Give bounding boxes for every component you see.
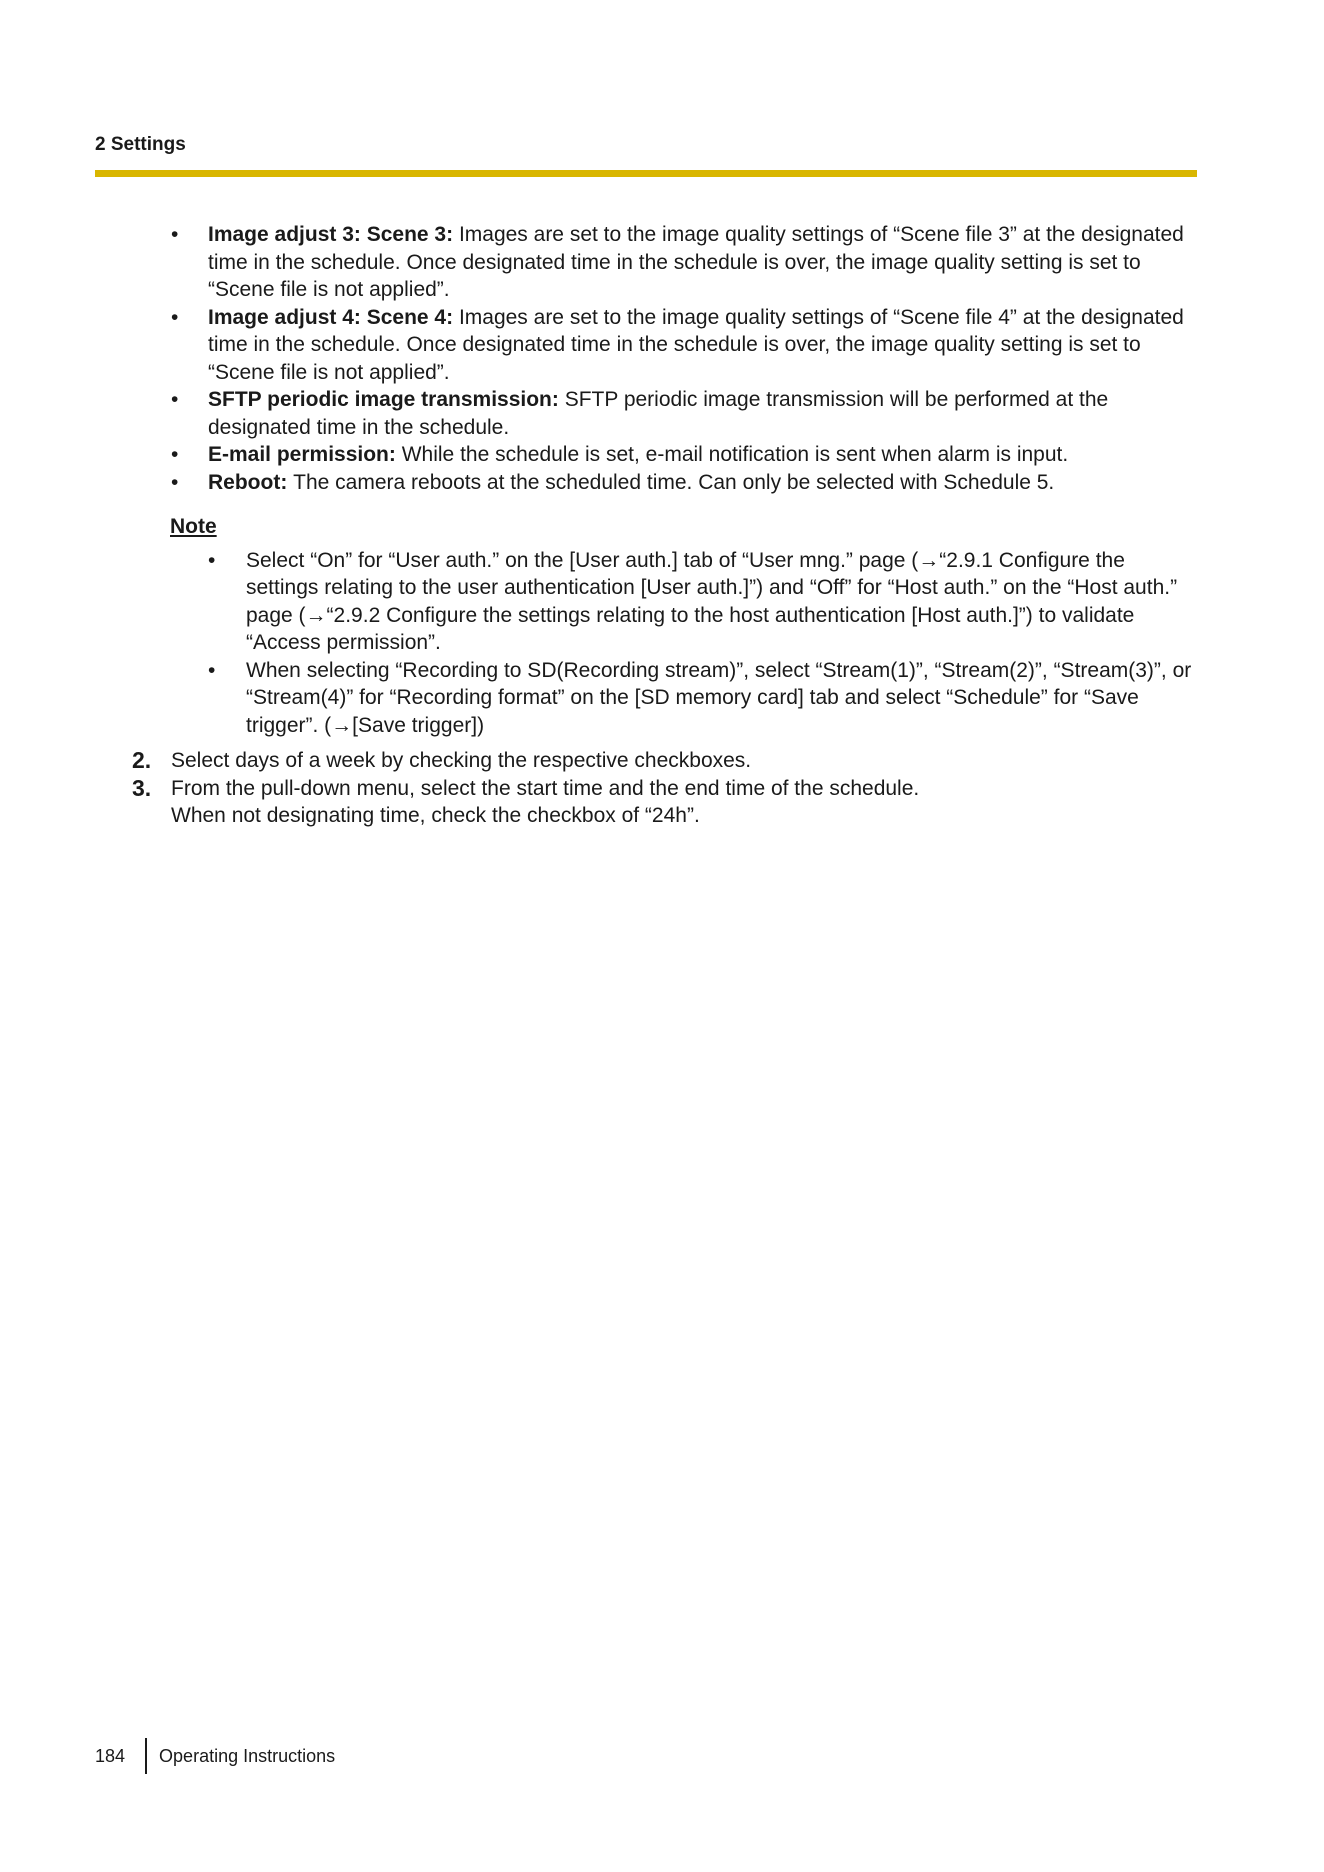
step-text: Select days of a week by checking the respective checkboxes. xyxy=(171,749,752,772)
item-term: Image adjust 4: Scene 4: xyxy=(208,305,459,329)
header-rule xyxy=(95,170,1197,177)
note-item xyxy=(0,657,1198,740)
section-title: 2 Settings xyxy=(95,134,186,155)
item-term: Image adjust 3: Scene 3: xyxy=(208,223,459,246)
schedule-option-list xyxy=(0,221,1324,496)
bullet-icon: • xyxy=(208,548,216,572)
step-item xyxy=(0,775,1198,830)
step-list xyxy=(0,747,1324,830)
note-heading: Note xyxy=(170,515,217,538)
bullet-icon: • xyxy=(171,443,179,466)
item-term: E-mail permission: xyxy=(208,443,402,466)
note-text: Select “On” for “User auth.” on the [User auth.] tab of “User mng.” page (→“2.9.1 Configure the settings relating to the user authentication [User auth.]”) and “Off” for “Host auth.” on the “Host auth.” page (→“2.9.2 Configure the settings relating to the host authentication [Host auth.]”) to validate “Access permission”. xyxy=(246,548,1178,654)
item-description: SFTP periodic image transmission will be performed at the designated time in the schedule. xyxy=(208,388,1109,439)
note-item xyxy=(0,547,1198,657)
list-item xyxy=(0,221,1198,304)
list-item xyxy=(0,469,1198,497)
bullet-icon: • xyxy=(171,470,179,494)
item-description: The camera reboots at the scheduled time. Can only be selected with Schedule 5. xyxy=(293,470,1055,494)
page-number: 184 xyxy=(95,1745,126,1766)
note-list xyxy=(0,547,1324,740)
page-footer xyxy=(95,1738,335,1774)
step-number: 3. xyxy=(132,774,152,801)
note-text: When selecting “Recording to SD(Recording stream)”, select “Stream(1)”, “Stream(2)”, “Stream(3)”, or “Stream(4)” for “Recording format” on the [SD memory card] tab and select “Schedule” for “Save trigger”. (→[Save trigger]) xyxy=(246,658,1192,737)
bullet-icon: • xyxy=(208,658,216,682)
list-item xyxy=(0,441,1198,469)
bullet-icon: • xyxy=(171,223,179,246)
footer-divider xyxy=(145,1738,147,1774)
item-term: Reboot: xyxy=(208,470,294,494)
step-text: From the pull-down menu, select the start time and the end time of the schedule. xyxy=(171,776,920,800)
bullet-icon: • xyxy=(171,388,179,411)
item-description: While the schedule is set, e-mail notification is sent when alarm is input. xyxy=(401,443,1069,466)
list-item xyxy=(0,304,1198,387)
bullet-icon: • xyxy=(171,305,179,329)
item-description: Images are set to the image quality settings of “Scene file 4” at the designated time in the schedule. Once designated time in the schedule is over, the image quality setting is set to “Scene file is not applied”. xyxy=(208,305,1184,384)
step-subtext: When not designating time, check the checkbox of “24h”. xyxy=(171,804,700,827)
step-item xyxy=(0,747,1198,775)
main-content xyxy=(0,221,1324,830)
document-title: Operating Instructions xyxy=(159,1745,336,1766)
item-term: SFTP periodic image transmission: xyxy=(208,388,565,411)
item-description: Images are set to the image quality settings of “Scene file 3” at the designated time in the schedule. Once designated time in the schedule is over, the image quality setting is set to “Scene file is not applied”. xyxy=(208,223,1184,301)
step-number: 2. xyxy=(132,747,152,773)
list-item xyxy=(0,386,1198,441)
